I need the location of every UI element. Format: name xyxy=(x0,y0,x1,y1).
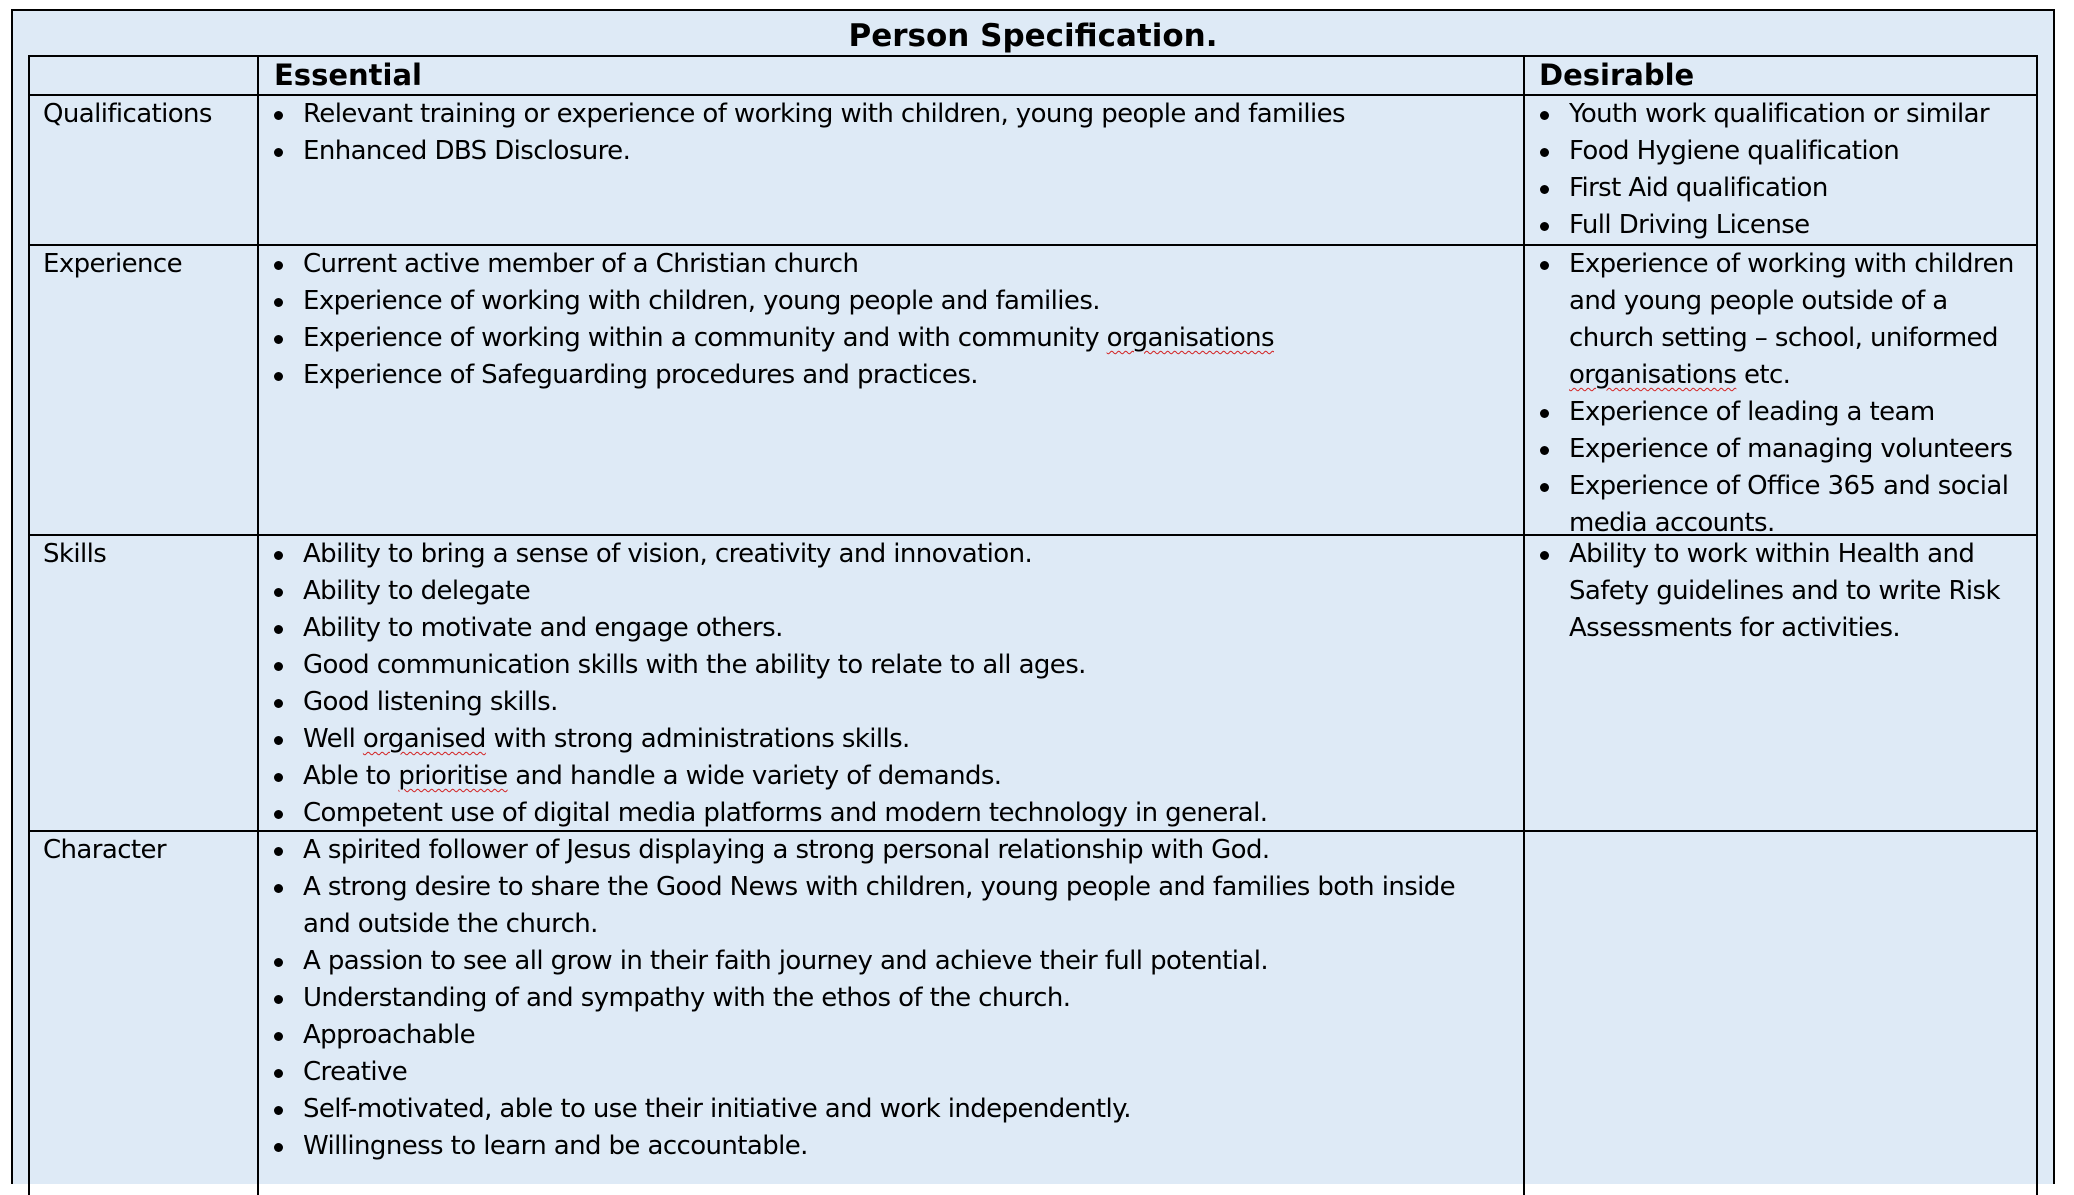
list-item: Experience of working with children and young people outside of a church setting – school, uniformed organisations etc. xyxy=(1525,246,2032,394)
row-label-qualifications: Qualifications xyxy=(43,99,212,129)
list-item: Understanding of and sympathy with the ethos of the church. xyxy=(259,980,1493,1017)
list-item: Current active member of a Christian church xyxy=(259,246,1523,283)
skills-essential-cell xyxy=(259,536,1523,832)
spellcheck-flagged-word: organisations xyxy=(1106,323,1274,353)
experience-desirable-cell xyxy=(1525,246,2036,542)
list-item: Good communication skills with the ability to relate to all ages. xyxy=(259,647,1523,684)
grid-vline xyxy=(28,55,30,1195)
list-item: Self-motivated, able to use their initiative and work independently. xyxy=(259,1091,1493,1128)
list-item: Experience of Safeguarding procedures and practices. xyxy=(259,357,1523,394)
list-item: Ability to bring a sense of vision, creativity and innovation. xyxy=(259,536,1523,573)
list-item: Competent use of digital media platforms and modern technology in general. xyxy=(259,795,1523,832)
spellcheck-flagged-word: organisations xyxy=(1569,360,1737,390)
qualifications-desirable-list xyxy=(1525,96,2036,244)
character-essential-cell xyxy=(259,832,1523,1165)
experience-desirable-list xyxy=(1525,246,2032,542)
list-item: Good listening skills. xyxy=(259,684,1523,721)
character-essential-list xyxy=(259,832,1493,1165)
header-empty-cell xyxy=(30,57,257,94)
list-item: First Aid qualification xyxy=(1525,170,2036,207)
grid-vline xyxy=(2036,55,2038,1195)
list-item: Ability to work within Health and Safety guidelines and to write Risk Assessments for activities. xyxy=(1525,536,2032,647)
qualifications-essential-list xyxy=(259,96,1523,170)
list-item: Experience of leading a team xyxy=(1525,394,2032,431)
qualifications-desirable-cell xyxy=(1525,96,2036,244)
experience-essential-list xyxy=(259,246,1523,394)
row-label-character: Character xyxy=(43,835,166,865)
skills-desirable-list xyxy=(1525,536,2032,647)
row-label-skills: Skills xyxy=(43,539,107,569)
list-item: Food Hygiene qualification xyxy=(1525,133,2036,170)
list-item: A strong desire to share the Good News with children, young people and families both inside and outside the church. xyxy=(259,869,1493,943)
list-item: Creative xyxy=(259,1054,1493,1091)
list-item: A spirited follower of Jesus displaying a strong personal relationship with God. xyxy=(259,832,1493,869)
list-item: Relevant training or experience of working with children, young people and families xyxy=(259,96,1523,133)
person-specification-table xyxy=(11,9,2055,1184)
list-item: Experience of working with children, young people and families. xyxy=(259,283,1523,320)
list-item: Youth work qualification or similar xyxy=(1525,96,2036,133)
skills-essential-list xyxy=(259,536,1523,832)
list-item: Experience of Office 365 and social media accounts. xyxy=(1525,468,2032,542)
list-item: Enhanced DBS Disclosure. xyxy=(259,133,1523,170)
experience-essential-cell xyxy=(259,246,1523,394)
list-item: Ability to motivate and engage others. xyxy=(259,610,1523,647)
header-essential: Essential xyxy=(274,58,422,92)
list-item: Willingness to learn and be accountable. xyxy=(259,1128,1493,1165)
row-label-experience: Experience xyxy=(43,249,182,279)
list-item: A passion to see all grow in their faith journey and achieve their full potential. xyxy=(259,943,1493,980)
skills-desirable-cell xyxy=(1525,536,2036,647)
header-desirable: Desirable xyxy=(1539,58,1695,92)
table-title: Person Specification. xyxy=(848,18,1218,54)
list-item: Ability to delegate xyxy=(259,573,1523,610)
table-grid xyxy=(28,55,2038,1195)
list-item: Experience of managing volunteers xyxy=(1525,431,2032,468)
list-item: Approachable xyxy=(259,1017,1493,1054)
spellcheck-flagged-word: organised xyxy=(362,724,486,754)
spellcheck-flagged-word: prioritise xyxy=(398,761,508,791)
qualifications-essential-cell xyxy=(259,96,1523,170)
list-item: Able to prioritise and handle a wide variety of demands. xyxy=(259,758,1523,795)
list-item: Full Driving License xyxy=(1525,207,2036,244)
list-item: Well organised with strong administrations skills. xyxy=(259,721,1523,758)
list-item: Experience of working within a community and with community organisations xyxy=(259,320,1523,357)
